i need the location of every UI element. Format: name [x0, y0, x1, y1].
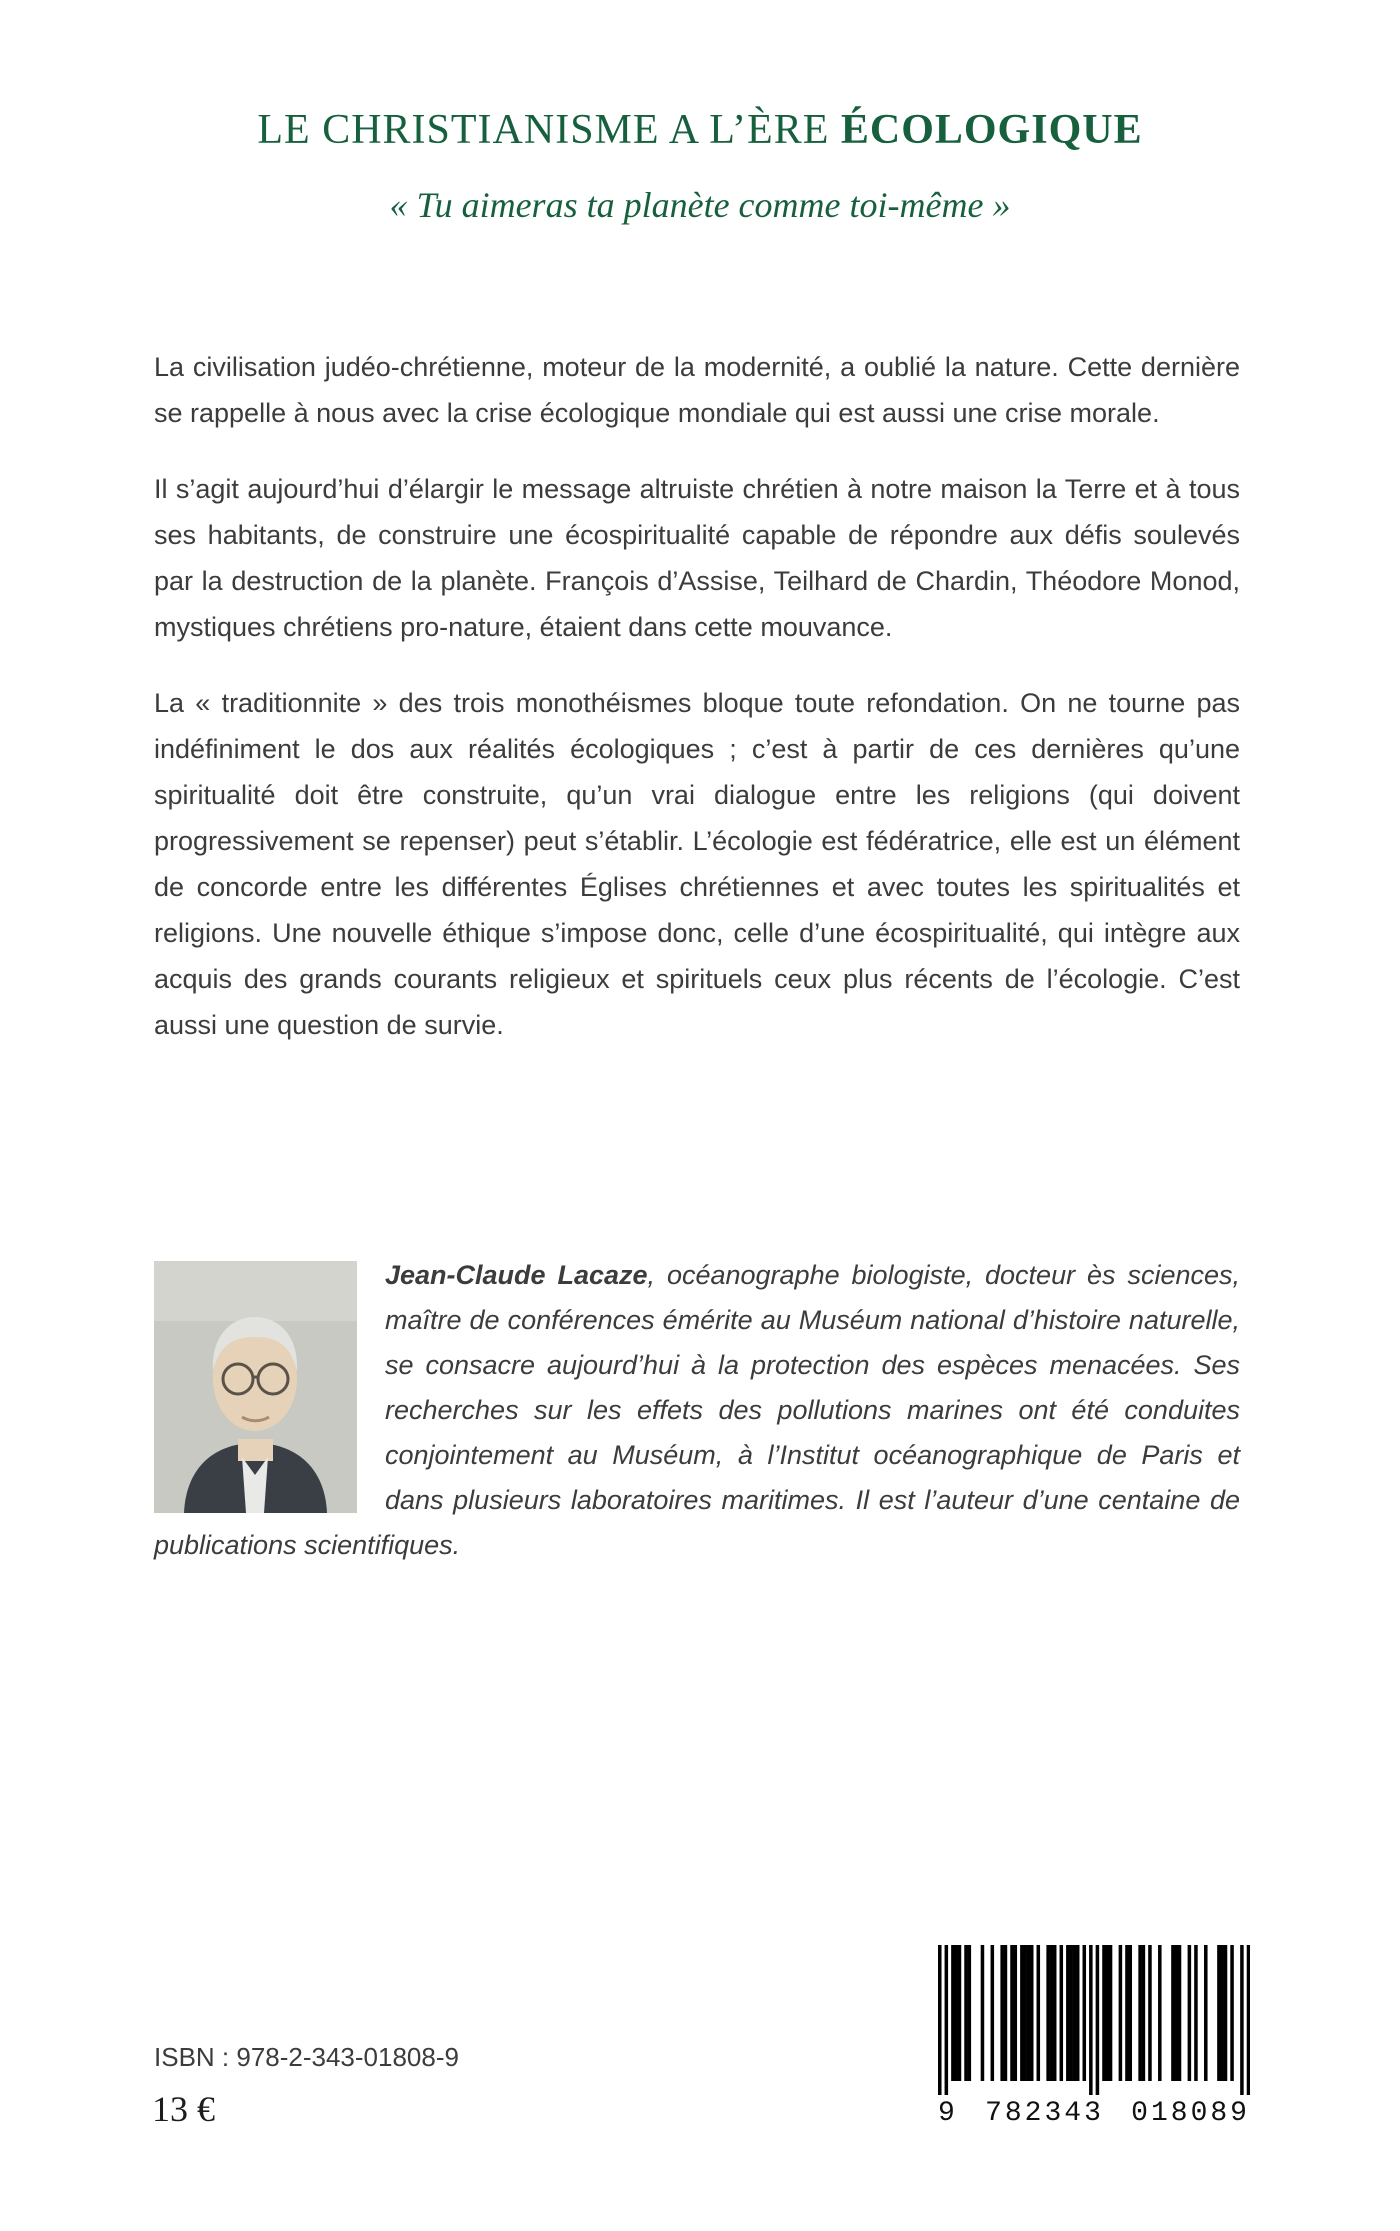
barcode-digits-right: 018089 [1131, 2098, 1250, 2129]
barcode-digit-first: 9 [938, 2098, 958, 2129]
book-title-bold: ÉCOLOGIQUE [840, 107, 1143, 153]
blurb-paragraph-1: La civilisation judéo-chrétienne, moteur de la modernité, a oublié la nature. Cette dernière se rappelle à nous avec la crise écologique mondiale qui est aussi une crise morale. [154, 352, 1240, 428]
blurb-paragraph-3: La « traditionnite » des trois monothéismes bloque toute refondation. On ne tourne pas indéfiniment le dos aux réalités écologiques ; c’est à partir de ces dernières qu’une spiritualité doit être construite, qu’un vrai dialogue entre les religions (qui doivent progressivement se repenser) peut s’établir. L’écologie est fédératrice, elle est un élément de concorde entre les différentes Églises chrétiennes et avec toutes les spiritualités et religions. Une nouvelle éthique s’impose donc, celle d’une écospiritualité, qui intègre aux acquis des grands courants religieux et spirituels ceux plus récents de l’écologie. C’est aussi une question de survie. [154, 688, 1240, 1040]
title-block [0, 0, 1400, 226]
price-text: 13 € [152, 2089, 215, 2129]
author-portrait-icon [154, 1261, 357, 1513]
book-title-regular: LE CHRISTIANISME A L’ÈRE [257, 107, 841, 153]
author-bio-section [154, 1253, 1240, 1568]
barcode [938, 1945, 1250, 2129]
author-bio-body: , océanographe biologiste, docteur ès sciences, maître de conférences émérite au Muséum national d’histoire naturelle, se consacre aujourd’hui à la protection des espèces menacées. Ses recherches sur les effets des pollutions marines ont été conduites conjointement au Muséum, à l’Institut océanographique de Paris et dans plusieurs laboratoires maritimes. Il est l’auteur d’une centaine de publications scientifiques. [154, 1260, 1240, 1560]
author-photo [154, 1261, 357, 1513]
barcode-digits-left: 782343 [985, 2098, 1104, 2129]
book-subtitle: « Tu aimeras ta planète comme toi-même » [389, 185, 1011, 225]
book-title [0, 106, 1400, 154]
author-name: Jean-Claude Lacaze [385, 1260, 648, 1290]
back-cover-blurb [154, 344, 1240, 1048]
blurb-paragraph-2: Il s’agit aujourd’hui d’élargir le message altruiste chrétien à notre maison la Terre et à tous ses habitants, de construire une écospiritualité capable de répondre aux défis soulevés par la destruction de la planète. François d’Assise, Teilhard de Chardin, Théodore Monod, mystiques chrétiens pro-nature, étaient dans cette mouvance. [154, 474, 1240, 642]
barcode-digits [938, 2098, 1250, 2129]
isbn-text: ISBN : 978-2-343-01808-9 [154, 2042, 459, 2072]
barcode-bars [938, 1945, 1250, 2095]
